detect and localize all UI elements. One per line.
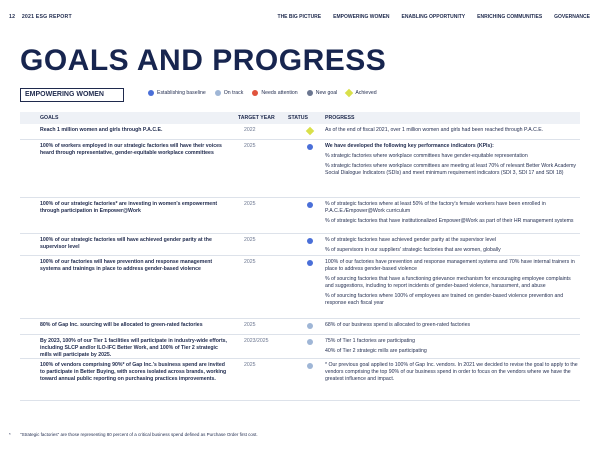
target-year: 2025 (244, 143, 256, 149)
goal-text: 100% of our strategic factories* are investing in women's empowerment through participation in Empower@Work (40, 201, 218, 214)
status-cell (307, 363, 313, 372)
header-goals: GOALS (40, 115, 59, 121)
table-row (20, 256, 580, 319)
table-row (20, 335, 580, 359)
progress-text: % of sourcing factories where 100% of employees are trained on gender-based violence prevention and response each fiscal year (325, 293, 564, 306)
page-title: GOALS AND PROGRESS (20, 44, 387, 77)
progress-text: % of strategic factories where at least 50% of the factory's female workers have been enrolled in P.A.C.E./Empower@Work curriculum (325, 201, 546, 214)
report-title: 2021 ESG REPORT (21, 14, 72, 20)
table-header (20, 112, 580, 124)
target-year: 2023/2025 (244, 338, 269, 344)
status-legend (148, 90, 377, 96)
header-progress: PROGRESS (325, 115, 355, 121)
status-dot-icon (307, 144, 313, 150)
goal-text: 100% of workers employed in our strategic factories will have their voices heard through representative, gender-equitable workplace committees (40, 143, 222, 156)
goal-text: 100% of our factories will have prevention and response management systems and trainings in place to address gender-based violence (40, 259, 213, 272)
goal-text: 100% of our strategic factories will have achieved gender parity at the supervisor level (40, 237, 212, 250)
top-nav (278, 14, 590, 20)
target-year: 2025 (244, 322, 256, 328)
legend-label: Establishing baseline (157, 90, 206, 96)
legend-item (148, 90, 206, 96)
progress-text: * Our previous goal applied to 100% of Gap Inc. vendors. In 2021 we decided to revise the goal to apply to the vendors comprising the top 90% of our business spend in order to focus on the vendors where we have the greatest influence and impact. (325, 362, 578, 382)
status-dot-icon (307, 202, 313, 208)
table-row (20, 359, 580, 401)
progress-cell (325, 143, 580, 180)
progress-cell (325, 127, 580, 137)
progress-text: 100% of our factories have prevention and response management systems and 70% have internal trainers in place to address gender-based violence (325, 259, 575, 272)
footnote-text: "Strategic factories" are those representing 80 percent of a critical business spend defined as Purchase Order first cost. (20, 432, 258, 437)
legend-item (307, 90, 338, 96)
target-year: 2025 (244, 362, 256, 368)
nav-item-big-picture[interactable]: THE BIG PICTURE (277, 14, 322, 20)
nav-item-enabling-opportunity[interactable]: ENABLING OPPORTUNITY (401, 14, 466, 20)
progress-text: As of the end of fiscal 2021, over 1 million women and girls had been reached through P.A.C.E. (325, 127, 544, 133)
status-dot-icon (307, 323, 313, 329)
legend-item (215, 90, 244, 96)
status-dot-icon (307, 339, 313, 345)
progress-text: % of sourcing factories that have a functioning grievance mechanism for encouraging employee complaints and suggestions, including to report incidents of gender-based violence, harassment, and abuse (325, 276, 571, 289)
goal-text: 80% of Gap Inc. sourcing will be allocated to green-rated factories (40, 322, 203, 328)
top-bar (0, 0, 600, 28)
progress-cell (325, 201, 580, 228)
goals-table (20, 112, 580, 401)
status-cell (307, 144, 313, 153)
table-body (20, 124, 580, 401)
target-year: 2022 (244, 127, 256, 133)
legend-label: New goal (315, 90, 338, 96)
progress-text: % of supervisors in our suppliers' strategic factories that are women, globally (325, 247, 501, 253)
legend-label: Needs attention (261, 90, 298, 96)
nav-item-empowering-women[interactable]: EMPOWERING WOMEN (333, 14, 390, 20)
progress-text: % of strategic factories have achieved gender parity at the supervisor level (325, 237, 496, 243)
target-year: 2025 (244, 237, 256, 243)
status-dot-icon (215, 90, 221, 96)
achieved-diamond-icon (306, 127, 314, 135)
nav-item-enriching-communities[interactable]: ENRICHING COMMUNITIES (477, 14, 543, 20)
page-number: 12 (9, 14, 16, 20)
status-dot-icon (307, 260, 313, 266)
progress-text: % strategic factories where workplace committees have gender-equitable representation (325, 153, 528, 159)
progress-text: We have developed the following key performance indicators (KPIs): (325, 143, 494, 149)
progress-cell (325, 362, 580, 386)
progress-cell (325, 338, 580, 358)
header-target-year: TARGET YEAR (238, 115, 275, 121)
status-cell (307, 128, 313, 137)
report-header (9, 14, 72, 20)
progress-text: 68% of our business spend is allocated to green-rated factories (325, 322, 471, 328)
status-cell (307, 238, 313, 247)
progress-text: 75% of Tier 1 factories are participating (325, 338, 415, 344)
achieved-diamond-icon (345, 89, 353, 97)
target-year: 2025 (244, 201, 256, 207)
table-row (20, 234, 580, 256)
header-status: STATUS (288, 115, 308, 121)
legend-item (346, 90, 376, 96)
progress-cell (325, 322, 580, 332)
footnote (9, 432, 258, 437)
status-cell (307, 202, 313, 211)
goal-text: By 2023, 100% of our Tier 1 facilities will participate in industry-wide efforts, including SLCP and/or ILO-IFC Better Work, and 100% of Tier 2 strategic mills will participate by 2025. (40, 338, 227, 358)
status-cell (307, 323, 313, 332)
goal-text: Reach 1 million women and girls through P.A.C.E. (40, 127, 163, 133)
section-label: EMPOWERING WOMEN (20, 88, 124, 102)
progress-cell (325, 237, 580, 257)
status-dot-icon (252, 90, 258, 96)
table-row (20, 319, 580, 335)
legend-label: Achieved (355, 90, 377, 96)
status-cell (307, 260, 313, 269)
progress-text: % of strategic factories that have institutionalized Empower@Work as part of their HR management systems (325, 218, 574, 224)
status-cell (307, 339, 313, 348)
target-year: 2025 (244, 259, 256, 265)
section-band (20, 88, 580, 102)
nav-item-governance[interactable]: GOVERNANCE (554, 14, 590, 20)
footnote-marker: * (9, 432, 11, 437)
progress-text: 40% of Tier 2 strategic mills are participating (325, 348, 427, 354)
legend-label: On track (223, 90, 244, 96)
goal-text: 100% of vendors comprising 90%* of Gap Inc.'s business spend are invited to participate in Better Buying, with scores isolated across brands, working toward annual public reporting on purchasing practices improvements. (40, 362, 227, 382)
table-row (20, 124, 580, 140)
status-dot-icon (307, 238, 313, 244)
progress-cell (325, 259, 580, 310)
status-dot-icon (307, 90, 313, 96)
table-row (20, 140, 580, 198)
table-row (20, 198, 580, 234)
progress-text: % strategic factories where workplace committees are meeting at least 70% of relevant Better Work Academy Social Dialogue Indicators (SDIs) and meet minimum requirement indicators (SDI 3, SDI 17 and SDI 18) (325, 163, 577, 176)
status-dot-icon (148, 90, 154, 96)
legend-item (252, 90, 297, 96)
status-dot-icon (307, 363, 313, 369)
